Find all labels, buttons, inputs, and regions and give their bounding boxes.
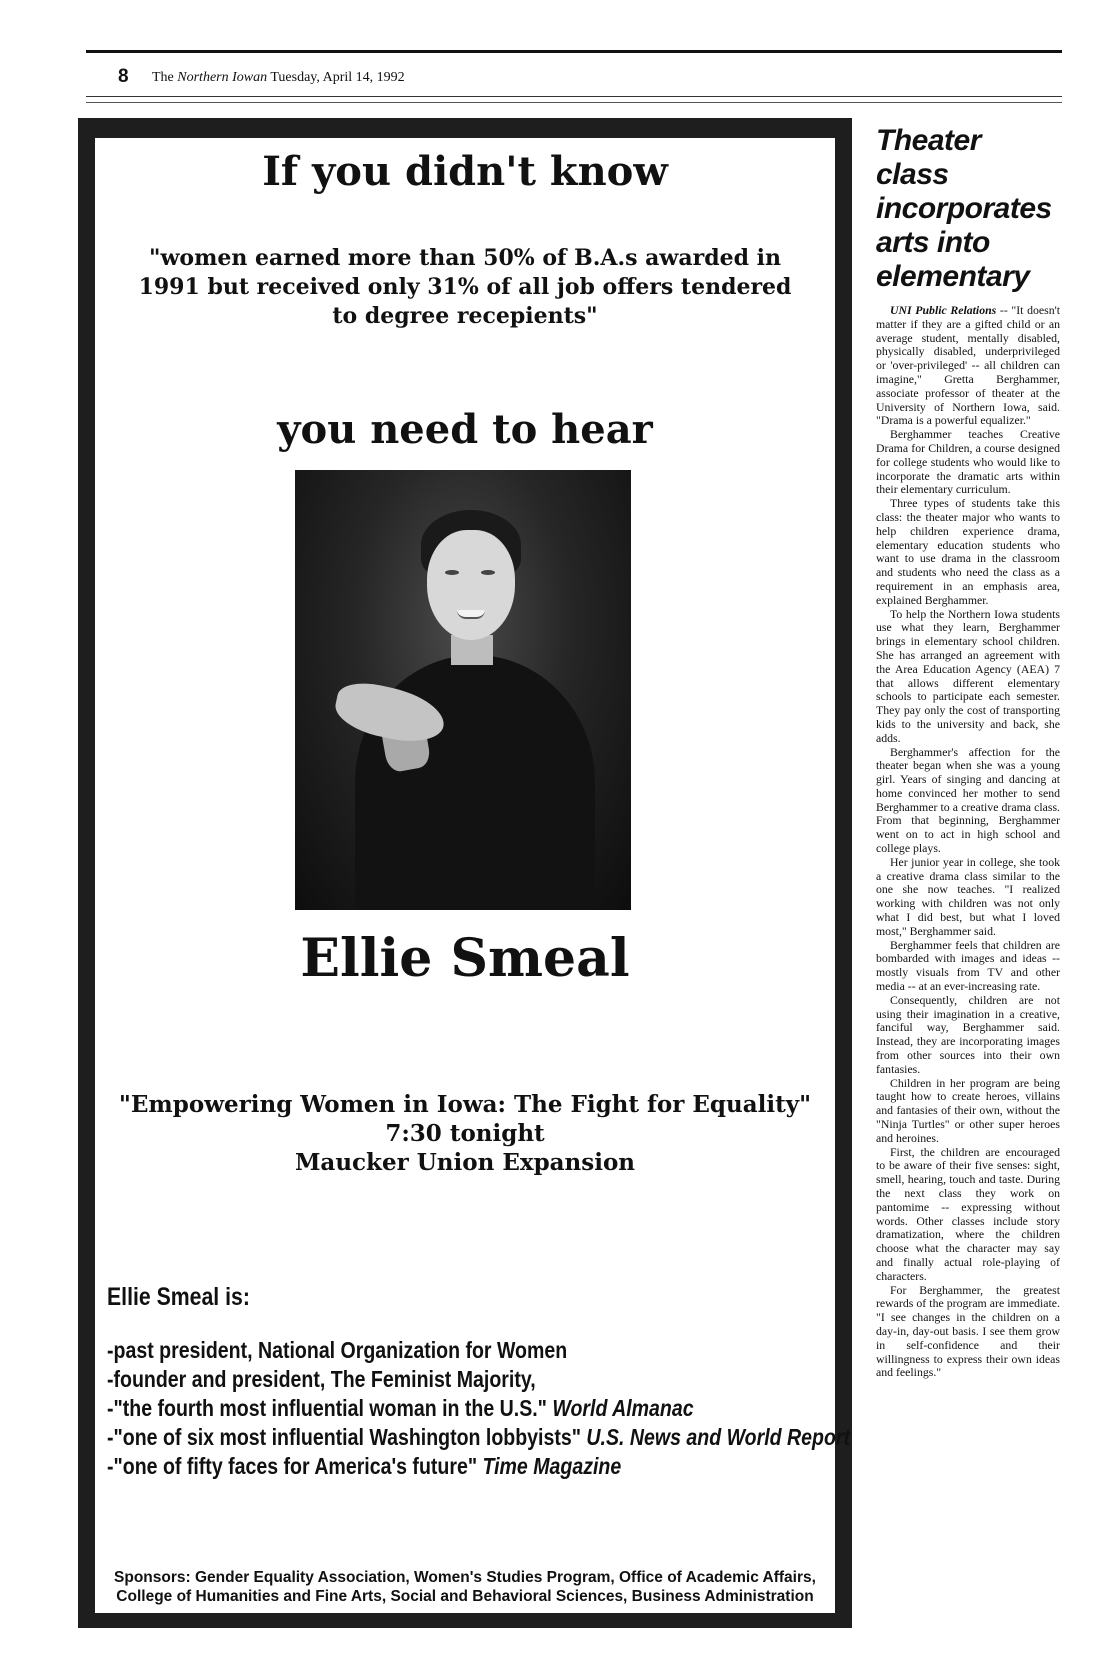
paper-name: Northern Iowan [177,70,268,85]
article-headline: Theater class incorporates arts into elementary [876,124,1052,293]
masthead-rule [86,50,1062,53]
photo-face [427,530,515,640]
speaker-name: Ellie Smeal [300,928,630,989]
photo-eye-left [445,570,459,575]
talk-time: 7:30 tonight [385,1120,545,1147]
ad-subhead: you need to hear [277,406,653,453]
article-paragraph: Berghammer feels that children are bombarded with images and ideas -- mostly visuals from TV and other media -- at an ever-increasing rate. [876,937,1060,994]
speaker-photo [295,470,631,910]
article-paragraph: To help the Northern Iowa students use what they learn, Berghammer brings in elementary school children. She has arranged an agreement with the Area Education Agency (AEA) 7 that allows different elementary schools to participate each semester. They pay only the cost of transporting kids to the university and back, she adds. [876,606,1060,745]
article-paragraph: Her junior year in college, she took a creative drama class similar to the one she now teaches. "I realized working with children was not only what I did best, but what I loved most," Berghammer said. [876,854,1060,938]
sponsors-line-2: College of Humanities and Fine Arts, Social and Behavioral Sciences, Business Administration [116,1588,814,1605]
article-paragraph: Berghammer's affection for the theater began when she was a young girl. Years of singing and dancing at home convinced her mother to send Berghammer to a creative drama class. From that beginning, Berghammer went on to act in high school and college plays. [876,744,1060,856]
credential-source: Time Magazine [482,1453,622,1479]
article-paragraph: For Berghammer, the greatest rewards of the program are immediate. "I see changes in the children on a day-in, day-out basis. I see them grow in self-confidence and their willingness to express their own ideas and feelings." [876,1282,1060,1380]
credentials-heading: Ellie Smeal is: [107,1283,250,1311]
credential-item: -past president, National Organization for Women [107,1337,568,1363]
article-body [876,304,1060,1380]
talk-venue: Maucker Union Expansion [294,1149,636,1176]
article-paragraph: First, the children are encouraged to be aware of their five senses: sight, smell, hearing, touch and taste. During the next class they work on pantomime -- expressing without words. Other classes include story dramatization, where the children choose what the character may say and finally actual role-playing of characters. [876,1144,1060,1283]
advertisement [95,138,851,1613]
credential-source: U.S. News and World Report [586,1424,851,1450]
credential-item: -"the fourth most influential woman in the U.S." World Almanac [107,1395,694,1421]
article-paragraph: Berghammer teaches Creative Drama for Children, a course designed for college students who would like to incorporate the dramatic arts within their elementary curriculum. [876,427,1060,497]
article-byline: UNI Public Relations [890,303,997,317]
ad-headline: If you didn't know [262,148,668,195]
photo-eye-right [481,570,495,575]
article-paragraph: Three types of students take this class: the theater major who wants to help children experience drama, elementary education students who want to use drama in the classroom and students who need the class as a requirement in an emphasis area, explained Berghammer. [876,496,1060,607]
credentials-list [107,1336,851,1481]
sponsors-line-1: Sponsors: Gender Equality Association, Women's Studies Program, Office of Academic Affairs, [114,1569,816,1586]
issue-date: Tuesday, April 14, 1992 [267,70,405,85]
ad-quote: "women earned more than 50% of B.A.s awarded in 1991 but received only 31% of all job offers tendered to degree recepients" [138,245,792,329]
folio-rule-bottom [86,102,1062,103]
article-paragraph: Consequently, children are not using their imagination in a creative, fanciful way, Berghammer said. Instead, they are incorporating images from other sources into their own fantasies. [876,992,1060,1076]
article-column [876,124,1060,1380]
talk-details [95,1090,835,1177]
folio-line [152,70,405,86]
credential-item: -founder and president, The Feminist Majority, [107,1366,536,1392]
article-lead: UNI Public Relations -- "It doesn't matter if they are a gifted child or an average student, mentally disabled, physically disabled, underprivileged or 'over-privileged' -- all children can imagine," Gretta Berghammer, associate professor of theater at the University of Northern Iowa, said. "Drama is a powerful equalizer." [876,303,1060,428]
folio-rule-top [86,96,1062,97]
article-paragraph: Children in her program are being taught how to create heroes, villains and fantasies of their own, without the "Ninja Turtles" or other super heroes and heroines. [876,1075,1060,1145]
credential-item: -"one of six most influential Washington lobbyists" U.S. News and World Report [107,1424,851,1450]
paper-prefix: The [152,70,178,85]
credential-item: -"one of fifty faces for America's future" Time Magazine [107,1453,622,1479]
credential-source: World Almanac [552,1395,694,1421]
page-number: 8 [118,66,129,87]
sponsors [95,1568,835,1606]
talk-title: "Empowering Women in Iowa: The Fight for Equality" [118,1091,812,1118]
